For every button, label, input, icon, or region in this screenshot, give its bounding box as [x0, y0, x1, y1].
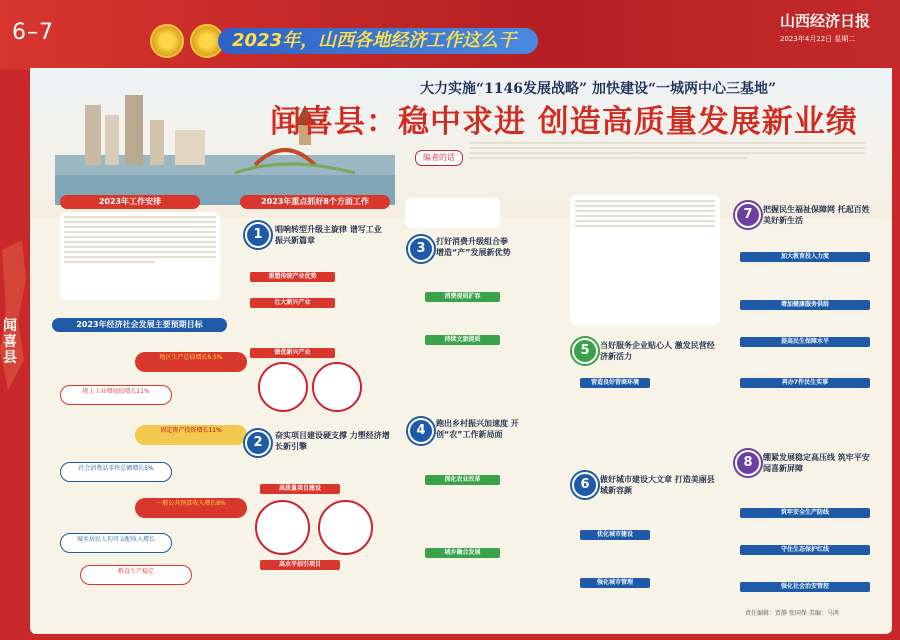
item-title: 做好城市建设大文章 打造美丽县城新容颜 — [600, 475, 715, 495]
item-number: 3 — [408, 236, 434, 262]
col2-title: 2023年重点抓好8个方面工作 — [240, 195, 390, 209]
item-title: 绷紧发展稳定高压线 筑牢平安闻喜新屏障 — [763, 453, 870, 473]
newspaper-date: 2023年4月22日 星期二 — [780, 35, 856, 43]
item-title: 打好消费升级组合拳 增造“产”发展新优势 — [436, 237, 511, 257]
sub-label: 营造良好营商环境 — [580, 378, 650, 388]
goal-item: 固定资产投资增长11% — [135, 425, 247, 445]
col3-panel — [405, 198, 500, 228]
goal-item: 粮食生产稳定 — [80, 565, 192, 585]
sub-label: 加大教育投入力度 — [740, 252, 870, 262]
sub-label: 城乡融合发展 — [425, 548, 500, 558]
sub-label: 强化社会治安管控 — [740, 582, 870, 592]
sub-label: 守住生态保护红线 — [740, 545, 870, 555]
newspaper-name: 山西经济日报 — [780, 12, 871, 30]
sub-label: 筑牢安全生产防线 — [740, 508, 870, 518]
sub-label: 消费提质扩容 — [425, 292, 500, 302]
item-number: 5 — [572, 338, 598, 364]
item-title: 当好服务企业贴心人 激发民营经济新活力 — [600, 341, 715, 361]
sub-label: 壮大新兴产业 — [250, 298, 335, 308]
sub-label: 高质量项目建设 — [260, 484, 340, 494]
col1-text — [60, 212, 220, 300]
goal-item: 城乡居民人均可支配收入增长 — [60, 533, 172, 553]
editor-tag: 编者的话 — [415, 150, 463, 166]
goal-item: 一般公共预算收入增长8% — [135, 498, 247, 518]
county-name: 闻 喜 县 — [3, 318, 17, 366]
page-number: 6–7 — [12, 20, 54, 45]
sub-label: 深化农业改革 — [425, 475, 500, 485]
circle-note — [255, 500, 310, 555]
item-title: 跑出乡村振兴加速度 开创“农”工作新局面 — [436, 419, 519, 439]
goal-item: 地区生产总值增长6.5% — [135, 352, 247, 372]
goal-item: 规上工业增加值增长11% — [60, 385, 172, 405]
item-number: 2 — [245, 430, 271, 456]
item-title: 奋实项目建设硬支撑 力塑经济增长新引擎 — [275, 431, 390, 451]
circle-note — [318, 500, 373, 555]
sub-label: 重塑传统产业优势 — [250, 272, 335, 282]
editor-intro — [470, 142, 865, 162]
sub-label: 增加健康服务供给 — [740, 300, 870, 310]
sub-label: 高水平招引项目 — [260, 560, 340, 570]
sub-label: 强化城市管理 — [580, 578, 650, 588]
sub-label: 持续文旅提质 — [425, 335, 500, 345]
subtitle: 大力实施“1146发展战略” 加快建设“一城两中心三基地” — [420, 81, 777, 97]
section-banner: 2023年，山西各地经济工作这么干 — [218, 28, 538, 54]
goal-item: 社会消费品零售总额增长5% — [60, 462, 172, 482]
circle-note — [312, 362, 362, 412]
item-number: 6 — [572, 472, 598, 498]
goals-title: 2023年经济社会发展主要预期目标 — [52, 318, 227, 332]
sub-label: 做优新兴产业 — [250, 348, 335, 358]
item-number: 7 — [735, 202, 761, 228]
col4-panel — [570, 195, 720, 325]
credits: 责任编辑：贾静 张国保 美编：马鸿 — [745, 610, 839, 617]
circle-note — [258, 362, 308, 412]
main-title: 闻喜县：稳中求进 创造高质量发展新业绩 — [270, 104, 858, 140]
county-map — [0, 240, 26, 390]
item-number: 8 — [735, 450, 761, 476]
item-number: 4 — [408, 418, 434, 444]
sub-label: 优化城市建设 — [580, 530, 650, 540]
sub-label: 再办7件民生实事 — [740, 378, 870, 388]
item-title: 把握民生福祉保障网 托起百姓美好新生活 — [763, 205, 870, 225]
col1-title: 2023年工作安排 — [60, 195, 200, 209]
national-emblem-icon — [150, 24, 184, 58]
sub-label: 提高民生保障水平 — [740, 337, 870, 347]
item-number: 1 — [245, 222, 271, 248]
item-title: 唱响转型升级主旋律 谱写工业振兴新篇章 — [275, 225, 382, 245]
